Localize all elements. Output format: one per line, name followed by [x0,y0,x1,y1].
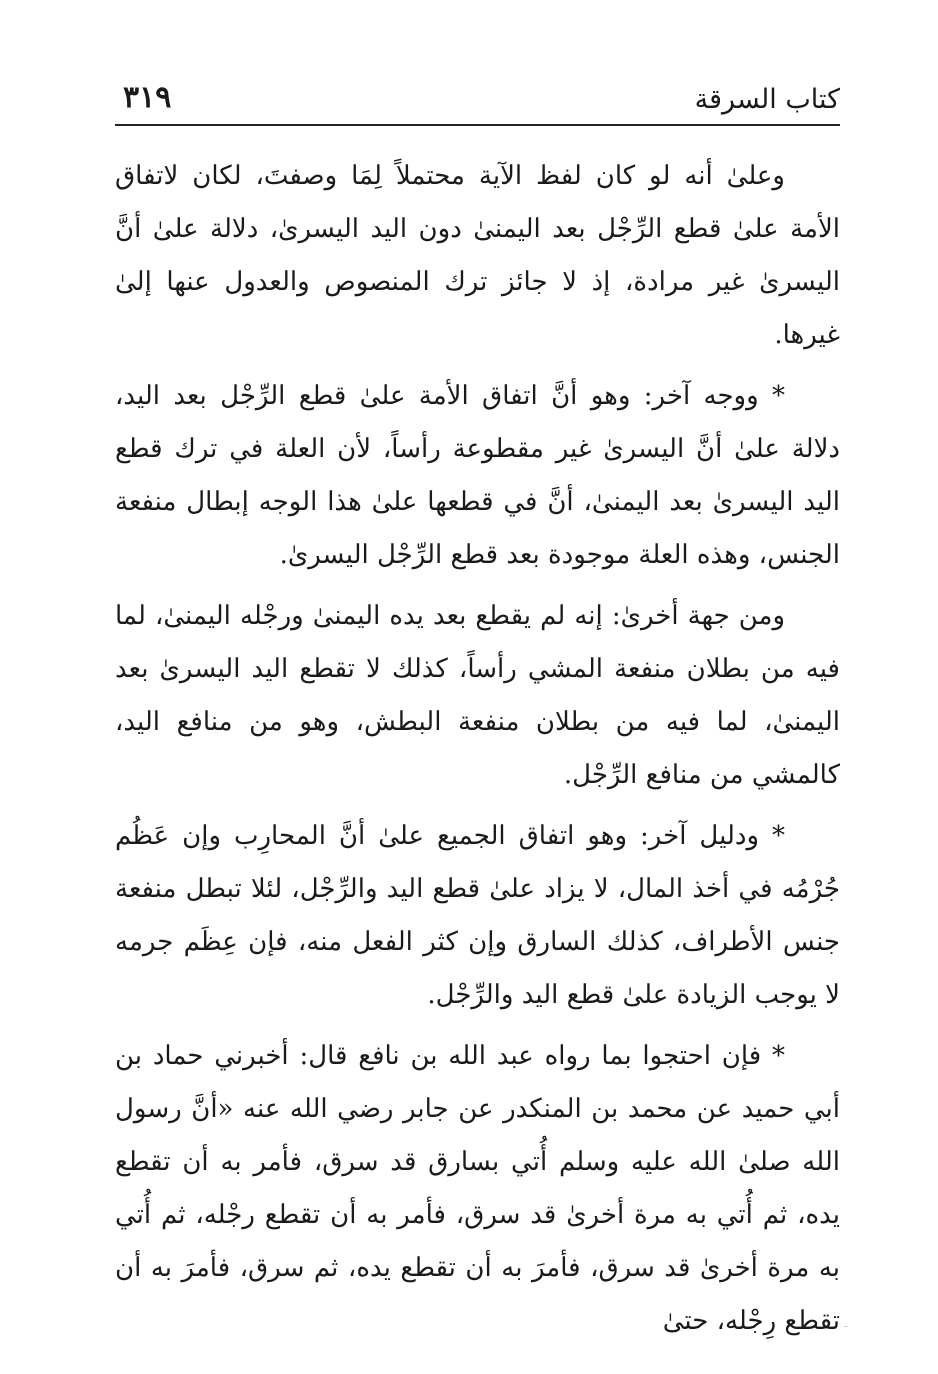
chapter-title: كتاب السرقة [694,84,840,115]
header-divider [115,124,840,126]
paragraph-1: وعلىٰ أنه لو كان لفظ الآية محتملاً لِمَا وصفتَ، لكان لاتفاق الأمة علىٰ قطع الرِّجْل بعد اليمنىٰ دون اليد اليسرىٰ، دلالة علىٰ أنَّ اليسرىٰ غير مرادة، إذ لا جائز ترك المنصوص والعدول عنها إلىٰ غيرها. [115,161,840,350]
paragraph-2: * ووجه آخر: وهو أنَّ اتفاق الأمة علىٰ قطع الرِّجْل بعد اليد، دلالة علىٰ أنَّ اليسرىٰ غير مقطوعة رأساً، لأن العلة في ترك قطع اليد اليسرىٰ بعد اليمنىٰ، أنَّ في قطعها علىٰ هذا الوجه إبطال منفعة الجنس، وهذه العلة موجودة بعد قطع الرِّجْل اليسرىٰ. [115,381,840,570]
page-number: ٣١٩ [123,80,172,115]
scan-speck [844,1326,848,1327]
running-header [115,78,840,122]
paragraph-5: * فإن احتجوا بما رواه عبد الله بن نافع قال: أخبرني حماد بن أبي حميد عن محمد بن المنكدر عن جابر رضي الله عنه «أنَّ رسول الله صلىٰ الله عليه وسلم أُتي بسارق قد سرق، فأمر به أن تقطع يده، ثم أُتي به مرة أخرىٰ قد سرق، فأمر به أن تقطع رجْله، ثم أُتي به مرة أخرىٰ قد سرق، فأمرَ به أن تقطع يده، ثم سرق، فأمرَ به أن تقطع رِجْله، حتىٰ [115,1041,840,1336]
page-body [115,150,840,1348]
paragraph-4: * ودليل آخر: وهو اتفاق الجميع علىٰ أنَّ المحارِب وإن عَظُم جُرْمُه في أخذ المال، لا يزاد علىٰ قطع اليد والرِّجْل، لئلا تبطل منفعة جنس الأطراف، كذلك السارق وإن كثر الفعل منه، فإن عِظَم جرمه لا يوجب الزيادة علىٰ قطع اليد والرِّجْل. [115,821,840,1010]
paragraph-3: ومن جهة أخرىٰ: إنه لم يقطع بعد يده اليمنىٰ ورجْله اليمنىٰ، لما فيه من بطلان منفعة المشي رأساً، كذلك لا تقطع اليد اليسرىٰ بعد اليمنىٰ، لما فيه من بطلان منفعة البطش، وهو من منافع اليد، كالمشي من منافع الرِّجْل. [115,601,840,790]
